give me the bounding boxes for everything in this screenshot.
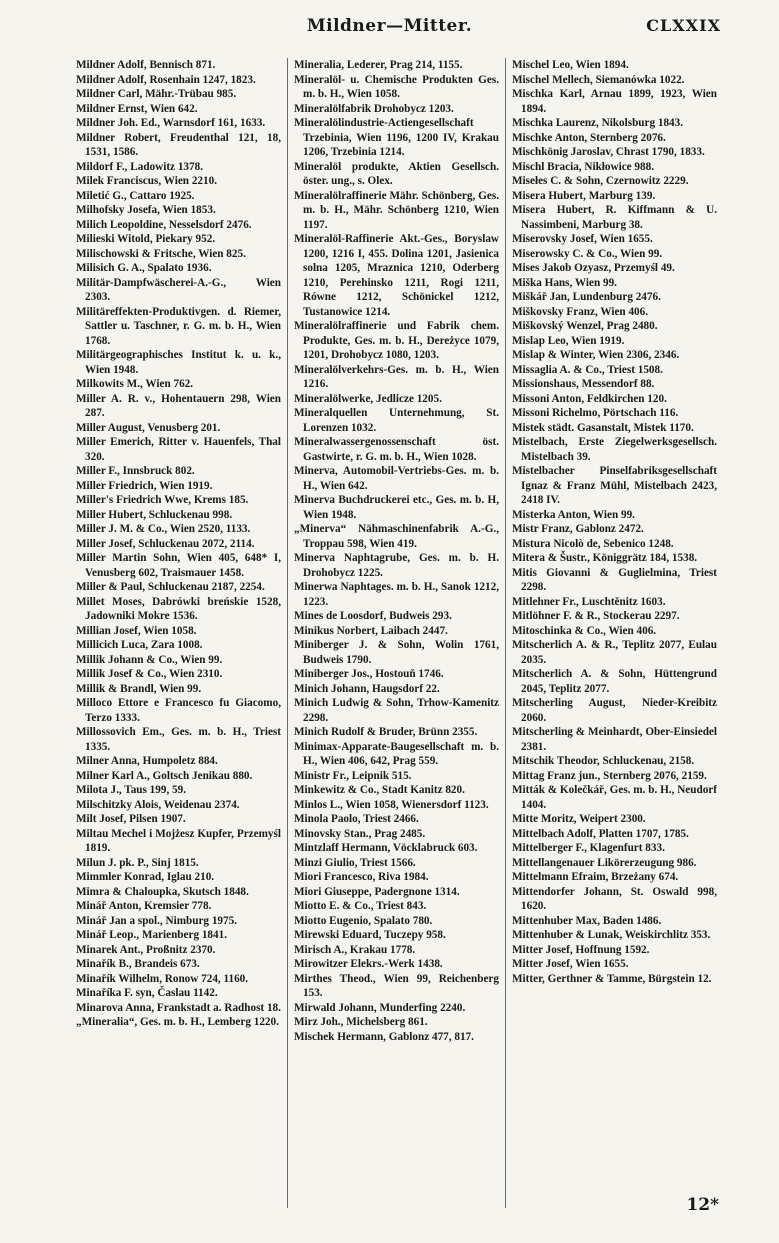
directory-entry: Mildner Adolf, Bennisch 871. — [76, 59, 216, 71]
directory-entry: Mittendorfer Johann, St. Oswald 998, 1620. — [512, 885, 717, 912]
directory-entry: Misera Hubert, R. Kiffmann & U. Nassimbeni, Marburg 38. — [512, 204, 717, 231]
directory-entry: Minola Paolo, Triest 2466. — [294, 813, 419, 825]
directory-entry: Mineralölwerke, Jedlicze 1205. — [294, 392, 442, 405]
directory-entry: Miller Josef, Schluckenau 2072, 2114. — [76, 537, 255, 550]
directory-entry: Mineralölfabrik Drohobycz 1203. — [294, 102, 454, 115]
directory-entry: Mirowitzer Elekrs.-Werk 1438. — [294, 958, 443, 970]
directory-entry: Miori Francesco, Riva 1984. — [294, 871, 429, 883]
directory-entry: Minařík B., Brandeis 673. — [76, 958, 200, 970]
directory-entry: Milich Leopoldine, Nesselsdorf 2476. — [76, 218, 252, 231]
directory-entry: Milschitzky Alois, Weidenau 2374. — [76, 798, 240, 811]
column-1 — [76, 58, 281, 1208]
directory-entry: Mitschik Theodor, Schluckenau, 2158. — [512, 755, 695, 767]
directory-entry: Mildner Carl, Mähr.-Trübau 985. — [76, 88, 237, 100]
directory-entry: Mirwald Johann, Munderfing 2240. — [294, 1001, 466, 1014]
directory-entry: Mineralöl produkte, Aktien Gesellsch. öster. ung., s. Olex. — [294, 160, 499, 187]
directory-entry: „Mineralia“, Ges. m. b. H., Lemberg 1220. — [76, 1016, 279, 1028]
directory-entry: Mischka Laurenz, Nikolsburg 1843. — [512, 117, 684, 129]
directory-entry: Mitták & Kolečkář, Ges. m. b. H., Neudorf 1404. — [512, 784, 717, 811]
directory-entry: Mitlehner Fr., Luschtěnitz 1603. — [512, 595, 666, 608]
directory-entry: Minář Anton, Kremsier 778. — [76, 900, 212, 912]
directory-entry: Mineralölraffinerie Mähr. Schönberg, Ges. m. b. H., Mähr. Schönberg 1210, Wien 1197. — [294, 189, 499, 231]
directory-entry: Millian Josef, Wien 1058. — [76, 624, 197, 637]
directory-entry: Misełes C. & Sohn, Czernowitz 2229. — [512, 175, 689, 187]
directory-entry: Militär-Dampfwäscherei-A.-G., Wien 2303. — [76, 276, 281, 303]
directory-entry: Miller & Paul, Schluckenau 2187, 2254. — [76, 581, 265, 593]
directory-entry: Millik & Brandl, Wien 99. — [76, 682, 202, 695]
directory-entry: Missionshaus, Messendorf 88. — [512, 378, 655, 390]
directory-entry: Mitoschinka & Co., Wien 406. — [512, 624, 657, 637]
directory-entry: Minovsky Stan., Prag 2485. — [294, 827, 426, 840]
directory-entry: Mislap & Winter, Wien 2306, 2346. — [512, 349, 680, 361]
directory-entry: Missoni Anton, Feldkirchen 120. — [512, 392, 667, 405]
directory-entry: Miller's Friedrich Wwe, Krems 185. — [76, 494, 249, 506]
directory-entry: Mimmler Konrad, Iglau 210. — [76, 871, 215, 883]
directory-entry: Minařík Wilhelm, Ronow 724, 1160. — [76, 972, 249, 985]
directory-entry: Mischl Bracia, Nikłowice 988. — [512, 160, 655, 173]
directory-entry: Minkewitz & Co., Stadt Kanitz 820. — [294, 784, 465, 796]
column-2 — [294, 58, 499, 1208]
directory-entry: Millicich Luca, Zara 1008. — [76, 639, 203, 651]
directory-entry: Mittelmann Efraim, Brzeżany 674. — [512, 871, 679, 883]
directory-entry: Miller August, Venusberg 201. — [76, 421, 221, 434]
entry-columns — [76, 58, 722, 1208]
directory-entry: Mistek städt. Gasanstalt, Mistek 1170. — [512, 421, 694, 434]
directory-entry: Mitscherling & Meinhardt, Ober-Einsiedel 2381. — [512, 726, 717, 753]
directory-entry: Miška Hans, Wien 99. — [512, 276, 617, 289]
directory-entry: Miletić G., Cattaro 1925. — [76, 189, 195, 202]
directory-entry: Miller A. R. v., Hohentauern 298, Wien 287. — [76, 392, 281, 419]
directory-entry: Mineralölverkehrs-Ges. m. b. H., Wien 1216. — [294, 363, 499, 390]
directory-entry: Mistr Franz, Gablonz 2472. — [512, 523, 644, 535]
directory-entry: Mineralölraffinerie und Fabrik chem. Produkte, Ges. m. b. H., Dereżyce 1079, 1201, Drohobycz 1080, 1203. — [294, 320, 499, 361]
directory-entry: Miniberger J. & Sohn, Wolin 1761, Budweis 1790. — [294, 639, 499, 666]
directory-entry: Minlos L., Wien 1058, Wienersdorf 1123. — [294, 798, 489, 811]
directory-entry: Millossovich Em., Ges. m. b. H., Triest 1335. — [76, 726, 281, 753]
directory-entry: Mittellangenauer Likörerzeugung 986. — [512, 856, 697, 869]
directory-entry: Mischka Karl, Arnau 1899, 1923, Wien 1894. — [512, 88, 717, 115]
directory-entry: Missaglia A. & Co., Triest 1508. — [512, 363, 663, 376]
directory-entry: Mitis Giovanni & Guglielmina, Triest 2298. — [512, 566, 717, 593]
directory-entry: Miškovsky Franz, Wien 406. — [512, 305, 649, 318]
directory-entry: Mittag Franz jun., Sternberg 2076, 2159. — [512, 769, 707, 782]
directory-entry: Mineralquellen Unternehmung, St. Lorenzen 1032. — [294, 407, 499, 434]
directory-entry: Milota J., Taus 199, 59. — [76, 784, 187, 796]
directory-entry: Milek Franciscus, Wien 2210. — [76, 175, 217, 187]
directory-entry: Minerva Buchdruckerei etc., Ges. m. b. H, Wien 1948. — [294, 494, 499, 521]
directory-entry: Mildner Robert, Freudenthal 121, 18, 1531, 1586. — [76, 131, 281, 158]
directory-entry: Mitter Josef, Hoffnung 1592. — [512, 943, 650, 956]
directory-entry: Milt Josef, Pilsen 1907. — [76, 813, 186, 825]
directory-entry: Mittenhuber & Lunak, Weiskirchlitz 353. — [512, 929, 711, 941]
directory-entry: Mittelberger F., Klagenfurt 833. — [512, 842, 665, 854]
directory-entry: Minich Ludwig & Sohn, Trhow-Kamenitz 2298. — [294, 697, 499, 724]
directory-entry: Ministr Fr., Leipnik 515. — [294, 769, 412, 782]
directory-entry: Milieski Witold, Piekary 952. — [76, 233, 216, 245]
directory-entry: Mitlöhner F. & R., Stockerau 2297. — [512, 610, 680, 622]
directory-entry: Mitscherlich A. & R., Teplitz 2077, Eulau 2035. — [512, 639, 717, 666]
directory-entry: Miller Emerich, Ritter v. Hauenfels, Thal 320. — [76, 436, 281, 463]
column-divider — [287, 58, 288, 1208]
page-title: Mildner—Mitter. — [306, 16, 473, 36]
directory-entry: Mischkönig Jaroslav, Chrast 1790, 1833. — [512, 146, 705, 158]
directory-entry: Militärgeographisches Institut k. u. k., Wien 1948. — [76, 349, 281, 376]
directory-entry: Mirisch A., Krakau 1778. — [294, 943, 416, 956]
directory-entry: Mitera & Šustr., Königgrätz 184, 1538. — [512, 552, 698, 564]
directory-entry: Miller Martin Sohn, Wien 405, 648* I, Venusberg 602, Traismauer 1458. — [76, 552, 281, 579]
directory-entry: Mines de Loosdorf, Budweis 293. — [294, 610, 452, 622]
directory-entry: Minerva, Automobil-Vertriebs-Ges. m. b. H., Wien 642. — [294, 465, 499, 492]
page-number: CLXXIX — [646, 16, 721, 35]
directory-entry: Minerwa Naphtages. m. b. H., Sanok 1212, 1223. — [294, 581, 499, 608]
directory-entry: Mineralwassergenossenschaft öst. Gastwirte, r. G. m. b. H., Wien 1028. — [294, 436, 499, 463]
directory-entry: Mirewski Eduard, Tuczepy 958. — [294, 929, 446, 941]
directory-entry: Mintzlaff Hermann, Vöcklabruck 603. — [294, 842, 478, 854]
directory-entry: Miller Hubert, Schluckenau 998. — [76, 508, 233, 521]
directory-entry: Missoni Richelmo, Pörtschach 116. — [512, 407, 679, 419]
directory-entry: Mischke Anton, Sternberg 2076. — [512, 131, 666, 144]
directory-entry: Miller Friedrich, Wien 1919. — [76, 479, 213, 492]
directory-entry: Milischowski & Fritsche, Wien 825. — [76, 247, 246, 260]
directory-entry: Mirz Joh., Michelsberg 861. — [294, 1016, 428, 1028]
directory-entry: Milun J. pk. P., Sinj 1815. — [76, 856, 199, 869]
directory-entry: Milloco Ettore e Francesco fu Giacomo, Terzo 1333. — [76, 697, 281, 724]
directory-entry: Minikus Norbert, Laibach 2447. — [294, 624, 448, 637]
directory-entry: Miltau Mechel i Mojżesz Kupfer, Przemyśl 1819. — [76, 827, 281, 854]
directory-entry: Mischel Mellech, Siemanówka 1022. — [512, 73, 685, 86]
directory-entry: Mistelbacher Pinselfabriksgesellschaft Ignaz & Franz Mühl, Mistelbach 2423, 2418 IV. — [512, 465, 717, 506]
directory-entry: Miniberger Jos., Hostouň 1746. — [294, 668, 444, 680]
directory-entry: Mirthes Theod., Wien 99, Reichenberg 153. — [294, 972, 499, 999]
directory-entry: Miserowsky C. & Co., Wien 99. — [512, 247, 663, 260]
running-head — [0, 14, 779, 42]
directory-entry: „Minerva“ Nähmaschinenfabrik A.-G., Troppau 598, Wien 419. — [294, 523, 499, 550]
directory-entry: Mittenhuber Max, Baden 1486. — [512, 914, 662, 927]
directory-entry: Mitscherlich A. & Sohn, Hüttengrund 2045, Teplitz 2077. — [512, 668, 717, 695]
directory-entry: Miškovský Wenzel, Prag 2480. — [512, 320, 658, 332]
column-divider — [505, 58, 506, 1208]
directory-entry: Millet Moses, Dabrówki breńskie 1528, Jadowniki Mokre 1536. — [76, 595, 281, 622]
signature-mark: 12* — [686, 1195, 719, 1215]
directory-entry: Mischek Hermann, Gablonz 477, 817. — [294, 1030, 474, 1043]
directory-entry: Mineralöl-Raffinerie Akt.-Ges., Boryslaw 1200, 1216 I, 455. Dolina 1201, Jasienica solna 1205, Mraznica 1210, Oderberg 1210, Perehinsko 1211, Rogi 1211, Równe 1212, Schönickel 1212, Tustanowice 1214. — [294, 233, 499, 318]
directory-entry: Minich Johann, Haugsdorf 22. — [294, 682, 440, 695]
directory-entry: Minich Rudolf & Bruder, Brünn 2355. — [294, 726, 478, 738]
directory-entry: Mischel Leo, Wien 1894. — [512, 59, 629, 71]
directory-entry: Militäreffekten-Produktivgen. d. Riemer, Sattler u. Taschner, r. G. m. b. H., Wien 1768. — [76, 305, 281, 347]
directory-entry: Minář Jan a spol., Nimburg 1975. — [76, 914, 237, 927]
directory-entry: Millik Josef & Co., Wien 2310. — [76, 668, 223, 680]
directory-entry: Mitter, Gerthner & Tamme, Bürgstein 12. — [512, 972, 712, 985]
directory-entry: Mitscherling August, Nieder-Kreibitz 2060. — [512, 697, 717, 724]
directory-entry: Milisich G. A., Spalato 1936. — [76, 262, 212, 274]
directory-entry: Mineralölindustrie-Actiengesellschaft Trzebinia, Wien 1196, 1200 IV, Krakau 1206, Trzebinia 1214. — [294, 117, 499, 158]
directory-entry: Mitte Moritz, Weipert 2300. — [512, 813, 646, 825]
directory-entry: Minarova Anna, Frankstadt a. Radhost 18. — [76, 1001, 281, 1014]
directory-entry: Minaříka F. syn, Časlau 1142. — [76, 987, 218, 999]
directory-entry: Mildner Ernst, Wien 642. — [76, 102, 198, 115]
directory-entry: Mildorf F., Ladowitz 1378. — [76, 160, 203, 173]
directory-entry: Misterka Anton, Wien 99. — [512, 508, 635, 521]
directory-entry: Mimra & Chaloupka, Skutsch 1848. — [76, 885, 249, 898]
directory-entry: Mineralia, Lederer, Prag 214, 1155. — [294, 59, 463, 71]
directory-entry: Minzi Giulio, Triest 1566. — [294, 856, 416, 869]
directory-entry: Milkowits M., Wien 762. — [76, 378, 194, 390]
directory-entry: Miškář Jan, Lundenburg 2476. — [512, 291, 661, 303]
directory-entry: Mildner Joh. Ed., Warnsdorf 161, 1633. — [76, 117, 266, 129]
directory-entry: Minář Leop., Marienberg 1841. — [76, 929, 228, 941]
directory-entry: Mistura Nicolò de, Sebenico 1248. — [512, 537, 674, 550]
directory-entry: Mittelbach Adolf, Platten 1707, 1785. — [512, 827, 689, 840]
directory-entry: Mistelbach, Erste Ziegelwerksgesellsch. Mistelbach 39. — [512, 436, 717, 463]
directory-entry: Miller F., Innsbruck 802. — [76, 465, 195, 477]
directory-entry: Minarek Ant., Proßnitz 2370. — [76, 943, 216, 956]
directory-entry: Miori Giuseppe, Padergnone 1314. — [294, 885, 460, 898]
directory-entry: Mitter Josef, Wien 1655. — [512, 958, 629, 970]
directory-entry: Milner Anna, Humpoletz 884. — [76, 755, 218, 767]
directory-entry: Misera Hubert, Marburg 139. — [512, 189, 656, 202]
directory-entry: Miotto E. & Co., Triest 843. — [294, 900, 427, 912]
directory-entry: Milner Karl A., Goltsch Jenikau 880. — [76, 769, 253, 782]
directory-entry: Minimax-Apparate-Baugesellschaft m. b. H., Wien 406, 642, Prag 559. — [294, 740, 499, 767]
directory-entry: Mildner Adolf, Rosenhain 1247, 1823. — [76, 73, 256, 86]
directory-entry: Mislap Leo, Wien 1919. — [512, 334, 625, 347]
directory-entry: Milhofsky Josefa, Wien 1853. — [76, 204, 216, 216]
directory-entry: Mises Jakob Ozyasz, Przemyśl 49. — [512, 262, 675, 274]
directory-entry: Miller J. M. & Co., Wien 2520, 1133. — [76, 523, 251, 535]
column-3 — [512, 58, 717, 1208]
directory-entry: Mineralöl- u. Chemische Produkten Ges. m. b. H., Wien 1058. — [294, 73, 499, 100]
directory-entry: Minerva Naphtagrube, Ges. m. b. H. Drohobycz 1225. — [294, 552, 499, 579]
directory-entry: Miotto Eugenio, Spalato 780. — [294, 914, 433, 927]
directory-entry: Miserovsky Josef, Wien 1655. — [512, 233, 653, 245]
directory-entry: Millik Johann & Co., Wien 99. — [76, 653, 223, 666]
